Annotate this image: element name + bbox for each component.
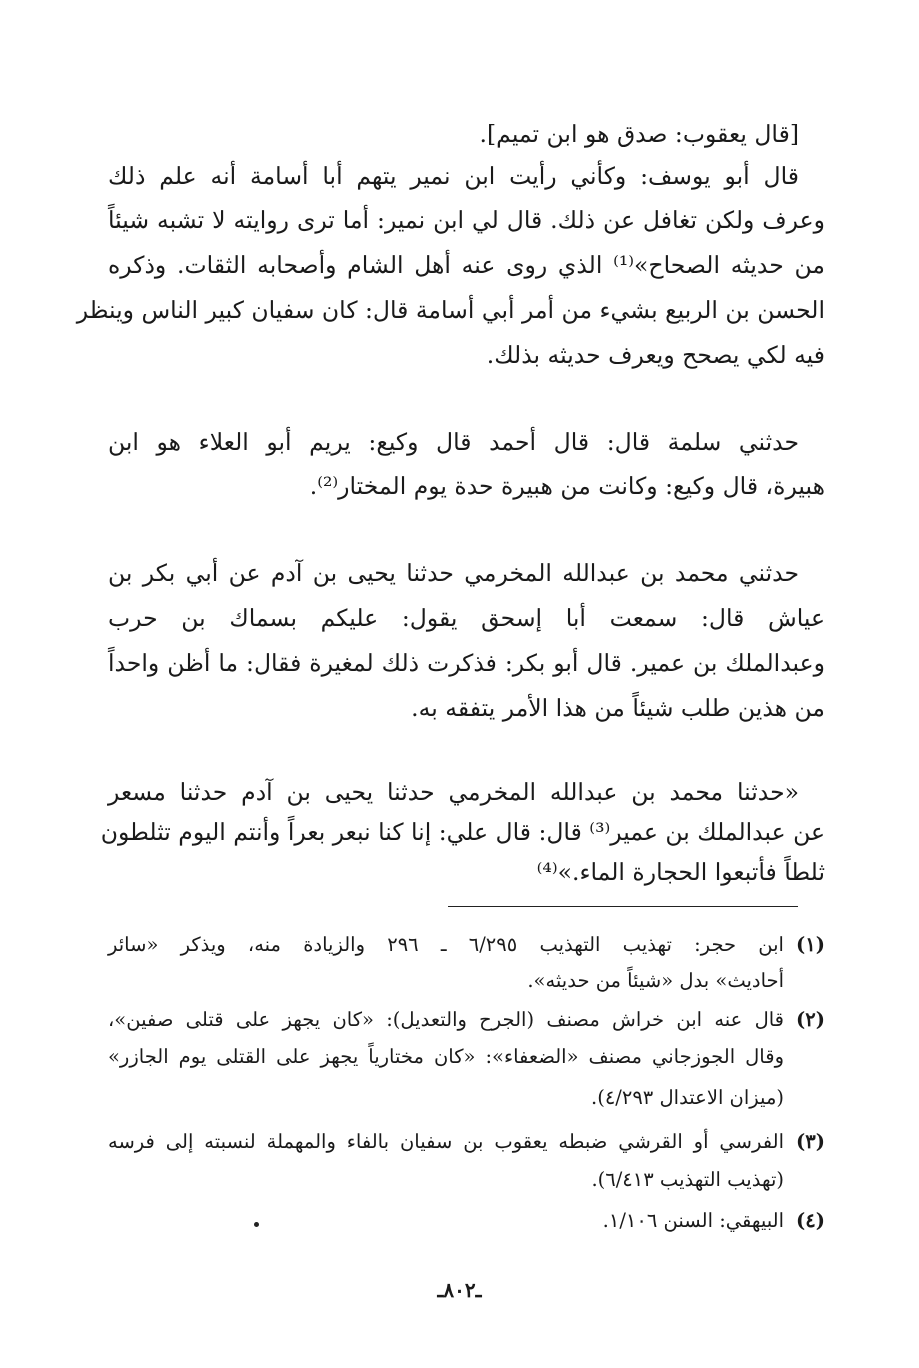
body-line: وعبدالملك بن عمير. قال أبو بكر: فذكرت ذلك لمغيرة فقال: ما أظن واحداً: [108, 649, 825, 677]
body-line: من هذين طلب شيئاً من هذا الأمر يتفقه به.: [411, 694, 825, 722]
body-line: عياش قال: سمعت أبا إسحق يقول: عليكم بسماك بن حرب: [108, 604, 825, 632]
footnote-line: البيهقي: السنن ١/١٠٦.: [602, 1209, 784, 1232]
footnote-line: أحاديث» بدل «شيئاً من حديثه».: [527, 969, 784, 992]
body-line: عن عبدالملك بن عمير⁽³⁾ قال: قال علي: إنا كنا نبعر بعراً وأنتم اليوم تثلطون: [100, 818, 825, 846]
body-line: [قال يعقوب: صدق هو ابن تميم].: [479, 120, 799, 148]
body-line: حدثني محمد بن عبدالله المخرمي حدثنا يحيى بن آدم عن أبي بكر بن: [108, 559, 799, 587]
body-line: ثلطاً فأتبعوا الحجارة الماء.»⁽⁴⁾: [536, 858, 825, 886]
footnote-line: ابن حجر: تهذيب التهذيب ٦/٢٩٥ ـ ٢٩٦ والزيادة منه، ويذكر «سائر: [108, 933, 784, 956]
footnote-line: الفرسي أو القرشي ضبطه يعقوب بن سفيان بالفاء والمهملة لنسبته إلى فرسه: [108, 1130, 784, 1153]
body-line: هبيرة، قال وكيع: وكانت من هبيرة حدة يوم المختار⁽²⁾.: [309, 472, 825, 500]
body-line: الحسن بن الربيع بشيء من أمر أبي أسامة قال: كان سفيان كبير الناس وينظر: [76, 296, 825, 324]
body-line: قال أبو يوسف: وكأني رأيت ابن نمير يتهم أبا أسامة أنه علم ذلك: [108, 162, 799, 190]
footnote-number: (٤): [796, 1209, 825, 1232]
body-line: وعرف ولكن تغافل عن ذلك. قال لي ابن نمير: أما ترى روايته لا تشبه شيئاً: [108, 206, 825, 234]
footnote-separator: [448, 906, 798, 907]
body-line: من حديثه الصحاح»⁽¹⁾ الذي روى عنه أهل الشام وأصحابه الثقات. وذكره: [108, 251, 825, 279]
footnote-line: قال عنه ابن خراش مصنف (الجرح والتعديل): «كان يجهز على قتلى صفين»،: [108, 1008, 784, 1031]
body-line: «حدثنا محمد بن عبدالله المخرمي حدثنا يحيى بن آدم حدثنا مسعر: [108, 778, 799, 806]
footnote-number: (١): [796, 933, 825, 956]
footnote-number: (٢): [796, 1008, 825, 1031]
footnote-line: وقال الجوزجاني مصنف «الضعفاء»: «كان مختارياً يجهز على القتلى يوم الجازر»: [108, 1045, 784, 1068]
footnote-line: (تهذيب التهذيب ٦/٤١٣).: [591, 1168, 784, 1191]
body-line: حدثني سلمة قال: قال أحمد قال وكيع: يريم أبو العلاء هو ابن: [108, 428, 799, 456]
page-number: ـ٨٠٢ـ: [437, 1278, 482, 1302]
ink-speck: [254, 1222, 259, 1227]
body-line: فيه لكي يصحح ويعرف حديثه بذلك.: [486, 341, 825, 369]
footnote-number: (٣): [796, 1130, 825, 1153]
footnote-line: (ميزان الاعتدال ٤/٢٩٣).: [591, 1086, 784, 1109]
